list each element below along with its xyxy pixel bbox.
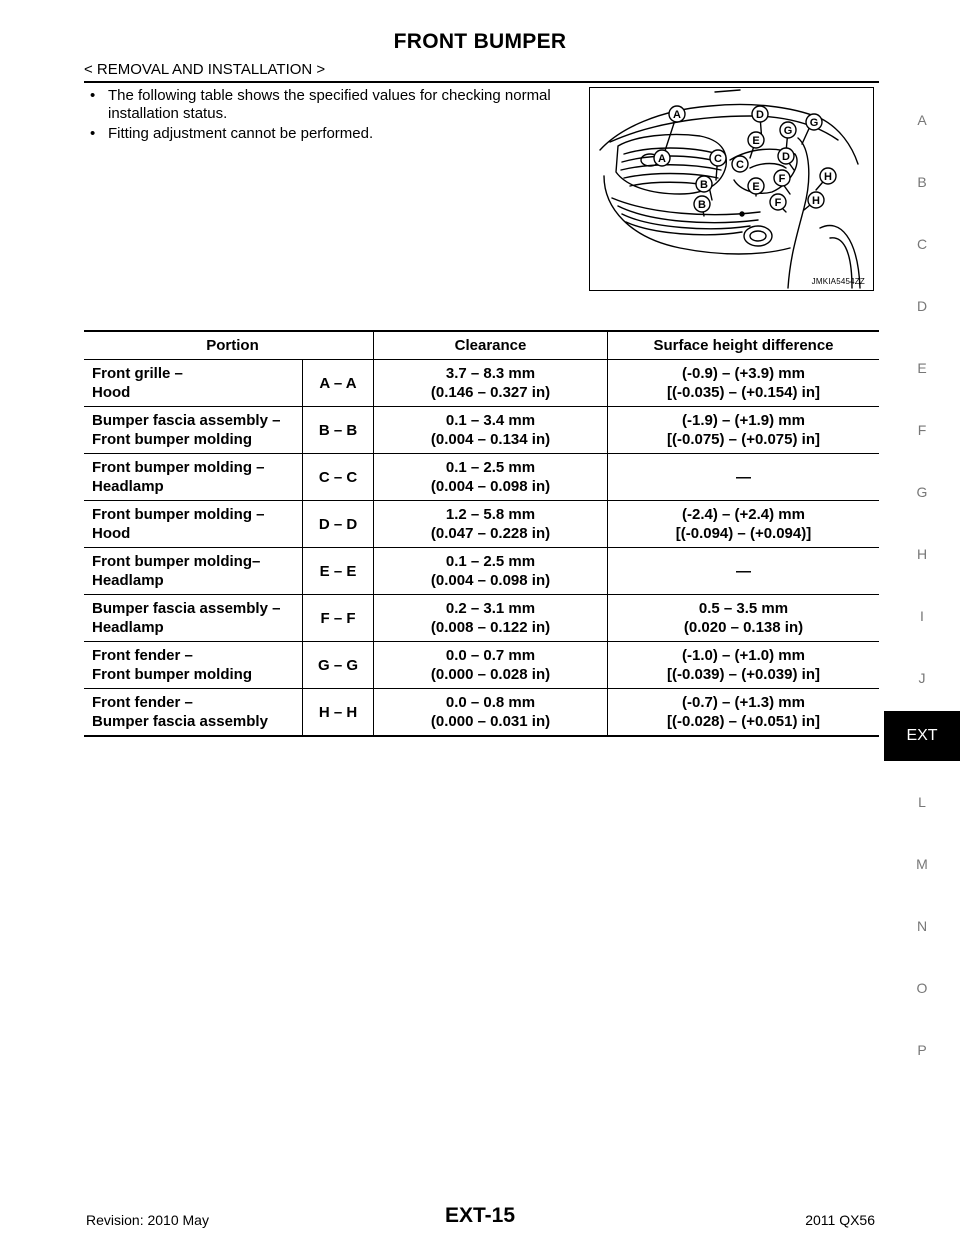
- cell-portion: [84, 595, 303, 642]
- cell-clearance-line: 0.1 – 3.4 mm: [445, 412, 536, 429]
- page-number: EXT-15: [444, 1204, 516, 1227]
- section-tab[interactable]: M: [916, 856, 928, 872]
- table-row: [84, 689, 879, 737]
- svg-text:F: F: [778, 173, 786, 185]
- cell-portion-line: Headlamp: [92, 478, 164, 495]
- cell-portion: [84, 501, 303, 548]
- cell-code: G – G: [303, 642, 374, 689]
- section-tab[interactable]: H: [916, 546, 928, 562]
- section-tab[interactable]: I: [920, 608, 924, 624]
- section-tab[interactable]: N: [916, 918, 928, 934]
- table-header-row: [84, 331, 879, 360]
- callout-h-top: [820, 168, 836, 184]
- svg-text:D: D: [782, 151, 790, 163]
- cell-clearance: [374, 501, 608, 548]
- cell-clearance-line: 0.1 – 2.5 mm: [445, 553, 536, 570]
- cell-surface-line: [(-0.028) – (+0.051) in]: [667, 713, 820, 730]
- cell-clearance-line: (0.004 – 0.098 in): [430, 572, 551, 589]
- cell-portion-line: Front bumper molding –: [92, 459, 265, 476]
- cell-surface-line: [(-0.094) – (+0.094)]: [675, 525, 812, 542]
- cell-portion: [84, 360, 303, 407]
- cell-surface-line: (-0.9) – (+3.9) mm: [682, 365, 805, 382]
- cell-clearance: [374, 595, 608, 642]
- cell-code: E – E: [303, 548, 374, 595]
- cell-portion-line: Bumper fascia assembly –: [92, 412, 281, 429]
- callout-e-top: [748, 132, 764, 148]
- cell-code: D – D: [303, 501, 374, 548]
- svg-text:C: C: [714, 153, 722, 165]
- table-row: [84, 454, 879, 501]
- cell-clearance: [374, 548, 608, 595]
- bullet-icon: •: [90, 87, 96, 104]
- header-surface: Surface height difference: [608, 331, 880, 360]
- cell-surface-line: (0.020 – 0.138 in): [683, 619, 804, 636]
- callout-c-right: [732, 156, 748, 172]
- svg-text:E: E: [752, 135, 760, 147]
- svg-text:H: H: [824, 171, 832, 183]
- header-clearance: Clearance: [374, 331, 608, 360]
- cell-portion-line: Bumper fascia assembly: [92, 713, 268, 730]
- cell-surface-line: (-0.7) – (+1.3) mm: [682, 694, 805, 711]
- cell-clearance-line: (0.047 – 0.228 in): [430, 525, 551, 542]
- callout-d-top: [752, 106, 768, 122]
- section-tab[interactable]: L: [918, 794, 926, 810]
- table-row: [84, 548, 879, 595]
- cell-surface: [608, 501, 880, 548]
- table-row: [84, 642, 879, 689]
- section-tab[interactable]: G: [916, 484, 928, 500]
- cell-portion: [84, 642, 303, 689]
- header-rule: [84, 81, 879, 83]
- bumper-illustration: [590, 88, 872, 289]
- cell-clearance-line: (0.146 – 0.327 in): [430, 384, 551, 401]
- cell-portion: [84, 454, 303, 501]
- cell-portion-line: Front bumper molding –: [92, 506, 265, 523]
- svg-text:G: G: [809, 117, 819, 129]
- callout-h-bottom: [808, 192, 824, 208]
- cell-clearance: [374, 642, 608, 689]
- bullet-item: [90, 125, 590, 143]
- callout-d-right: [778, 148, 794, 164]
- section-tab[interactable]: C: [916, 236, 928, 252]
- cell-surface: [608, 407, 880, 454]
- cell-clearance: [374, 360, 608, 407]
- cell-surface: [608, 642, 880, 689]
- cell-surface-line: [(-0.035) – (+0.154) in]: [667, 384, 820, 401]
- table-row: [84, 595, 879, 642]
- cell-clearance-line: 0.0 – 0.7 mm: [445, 647, 536, 664]
- cell-clearance-line: (0.004 – 0.134 in): [430, 431, 551, 448]
- cell-clearance: [374, 407, 608, 454]
- svg-text:F: F: [774, 197, 782, 209]
- svg-text:B: B: [700, 179, 708, 191]
- cell-clearance-line: 3.7 – 8.3 mm: [445, 365, 536, 382]
- header-portion: Portion: [84, 331, 374, 360]
- svg-text:A: A: [673, 109, 681, 121]
- cell-surface: [608, 595, 880, 642]
- callout-c-left: [710, 150, 726, 166]
- cell-portion: [84, 689, 303, 737]
- callout-a-top: [669, 106, 685, 122]
- section-breadcrumb: < REMOVAL AND INSTALLATION >: [84, 61, 326, 78]
- cell-portion: [84, 407, 303, 454]
- bullet-text: The following table shows the specified values for checking normal installation status.: [108, 87, 551, 122]
- cell-surface: [608, 360, 880, 407]
- section-index: [884, 0, 960, 1242]
- cell-surface: [608, 689, 880, 737]
- section-tab[interactable]: A: [917, 112, 927, 128]
- svg-text:A: A: [658, 153, 666, 165]
- cell-surface: [608, 548, 880, 595]
- cell-clearance: [374, 689, 608, 737]
- section-tab[interactable]: D: [916, 298, 928, 314]
- cell-portion-line: Headlamp: [92, 572, 164, 589]
- cell-clearance-line: (0.000 – 0.031 in): [430, 713, 551, 730]
- cell-surface-line: 0.5 – 3.5 mm: [698, 600, 789, 617]
- svg-text:C: C: [736, 159, 744, 171]
- cell-portion-line: Hood: [92, 525, 131, 542]
- cell-surface-line: —: [736, 562, 751, 580]
- cell-surface-line: [(-0.075) – (+0.075) in]: [667, 431, 820, 448]
- section-tab[interactable]: J: [918, 670, 926, 686]
- page-title: FRONT BUMPER: [393, 30, 567, 53]
- svg-text:D: D: [756, 109, 764, 121]
- svg-text:G: G: [783, 125, 793, 137]
- cell-surface-line: (-1.9) – (+1.9) mm: [682, 412, 805, 429]
- cell-portion-line: Front grille –: [92, 365, 183, 382]
- cell-surface-line: [(-0.039) – (+0.039) in]: [667, 666, 820, 683]
- cell-portion-line: Front fender –: [92, 694, 193, 711]
- cell-portion-line: Front bumper molding–: [92, 553, 261, 570]
- section-tab[interactable]: O: [916, 980, 928, 996]
- callout-f-top: [774, 170, 790, 186]
- cell-code: B – B: [303, 407, 374, 454]
- cell-surface-line: —: [736, 468, 751, 486]
- cell-clearance-line: 0.0 – 0.8 mm: [445, 694, 536, 711]
- svg-text:H: H: [812, 195, 820, 207]
- cell-clearance-line: (0.000 – 0.028 in): [430, 666, 551, 683]
- bullet-text: Fitting adjustment cannot be performed.: [108, 125, 374, 142]
- cell-code: H – H: [303, 689, 374, 737]
- cell-clearance: [374, 454, 608, 501]
- spec-table: [84, 330, 879, 737]
- cell-code: F – F: [303, 595, 374, 642]
- cell-surface: [608, 454, 880, 501]
- callout-a-left: [654, 150, 670, 166]
- cell-clearance-line: (0.008 – 0.122 in): [430, 619, 551, 636]
- cell-code: C – C: [303, 454, 374, 501]
- cell-surface-line: (-2.4) – (+2.4) mm: [682, 506, 805, 523]
- callout-e-bottom: [748, 178, 764, 194]
- section-tab[interactable]: F: [917, 422, 927, 438]
- callout-g-right: [806, 114, 822, 130]
- cell-portion-line: Front fender –: [92, 647, 193, 664]
- section-tab[interactable]: P: [917, 1042, 927, 1058]
- cell-portion-line: Hood: [92, 384, 131, 401]
- section-tab[interactable]: E: [917, 360, 927, 376]
- svg-text:E: E: [752, 181, 760, 193]
- bumper-diagram: [589, 87, 874, 291]
- table-body: [84, 360, 879, 737]
- bullet-list: [90, 87, 590, 145]
- cell-portion-line: Bumper fascia assembly –: [92, 600, 281, 617]
- callout-b-bottom: [694, 196, 710, 212]
- cell-portion: [84, 548, 303, 595]
- table-row: [84, 360, 879, 407]
- callout-b-top: [696, 176, 712, 192]
- cell-clearance-line: 0.1 – 2.5 mm: [445, 459, 536, 476]
- bullet-icon: •: [90, 125, 96, 142]
- cell-clearance-line: (0.004 – 0.098 in): [430, 478, 551, 495]
- cell-portion-line: Front bumper molding: [92, 431, 252, 448]
- footer-model: 2011 QX56: [805, 1212, 875, 1228]
- callout-f-bottom: [770, 194, 786, 210]
- footer-revision: Revision: 2010 May: [86, 1212, 209, 1228]
- cell-clearance-line: 1.2 – 5.8 mm: [445, 506, 536, 523]
- svg-text:B: B: [698, 199, 706, 211]
- figure-code: JMKIA5454ZZ: [811, 277, 865, 286]
- cell-portion-line: Headlamp: [92, 619, 164, 636]
- section-tab-active[interactable]: EXT: [884, 711, 960, 761]
- table-row: [84, 407, 879, 454]
- cell-clearance-line: 0.2 – 3.1 mm: [445, 600, 536, 617]
- table-row: [84, 501, 879, 548]
- cell-surface-line: (-1.0) – (+1.0) mm: [682, 647, 805, 664]
- cell-code: A – A: [303, 360, 374, 407]
- bullet-item: [90, 87, 590, 123]
- section-tab[interactable]: B: [917, 174, 927, 190]
- callout-g-mid: [780, 122, 796, 138]
- cell-portion-line: Front bumper molding: [92, 666, 252, 683]
